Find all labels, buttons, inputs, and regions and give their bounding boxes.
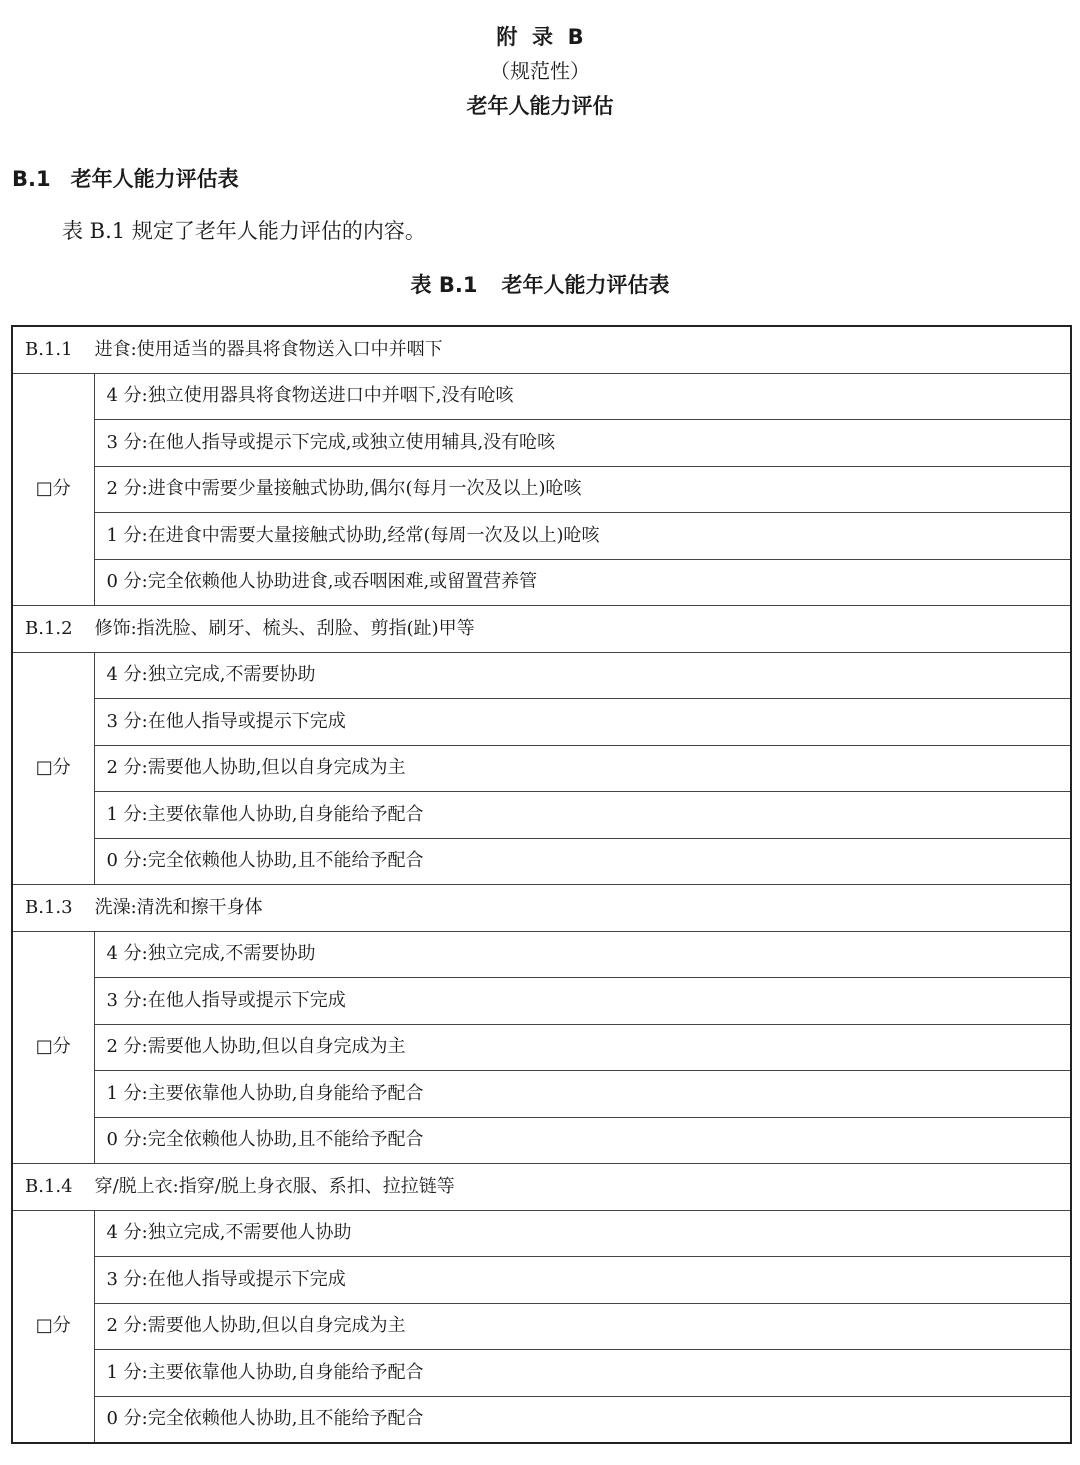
section-heading xyxy=(12,164,239,194)
item-header-row xyxy=(12,606,1071,653)
level-row xyxy=(12,466,1071,513)
level-row xyxy=(12,513,1071,560)
level-row xyxy=(12,1071,1071,1118)
assessment-table xyxy=(11,325,1072,1444)
level-row xyxy=(12,978,1071,1025)
level-option: 0 分:完全依赖他人协助,且不能给予配合 xyxy=(94,1117,1071,1164)
item-header xyxy=(12,326,1071,373)
level-option: 1 分:主要依靠他人协助,自身能给予配合 xyxy=(94,1071,1071,1118)
score-box[interactable]: □分 xyxy=(12,652,94,885)
level-option: 1 分:主要依靠他人协助,自身能给予配合 xyxy=(94,1350,1071,1397)
level-option: 3 分:在他人指导或提示下完成 xyxy=(94,699,1071,746)
level-row xyxy=(12,1024,1071,1071)
level-row xyxy=(12,1117,1071,1164)
level-option: 2 分:进食中需要少量接触式协助,偶尔(每月一次及以上)呛咳 xyxy=(94,466,1071,513)
level-row xyxy=(12,373,1071,420)
item-title: 修饰:指洗脸、刷牙、梳头、刮脸、剪指(趾)甲等 xyxy=(94,617,475,639)
level-option: 4 分:独立完成,不需要协助 xyxy=(94,931,1071,978)
appendix-nature: （规范性） xyxy=(490,59,590,83)
level-option: 2 分:需要他人协助,但以自身完成为主 xyxy=(94,1024,1071,1071)
level-option: 2 分:需要他人协助,但以自身完成为主 xyxy=(94,745,1071,792)
level-option: 3 分:在他人指导或提示下完成,或独立使用辅具,没有呛咳 xyxy=(94,420,1071,467)
level-option: 0 分:完全依赖他人协助,且不能给予配合 xyxy=(94,1396,1071,1443)
level-option: 0 分:完全依赖他人协助进食,或吞咽困难,或留置营养管 xyxy=(94,559,1071,606)
item-code: B.1.1 xyxy=(25,338,73,360)
level-row xyxy=(12,1303,1071,1350)
level-option: 2 分:需要他人协助,但以自身完成为主 xyxy=(94,1303,1071,1350)
score-box[interactable]: □分 xyxy=(12,1210,94,1443)
level-row xyxy=(12,559,1071,606)
item-title: 进食:使用适当的器具将食物送入口中并咽下 xyxy=(94,338,443,360)
level-option: 3 分:在他人指导或提示下完成 xyxy=(94,1257,1071,1304)
item-header xyxy=(12,606,1071,653)
table-caption-title: 老年人能力评估表 xyxy=(501,273,670,297)
level-row xyxy=(12,1210,1071,1257)
appendix-name: 老年人能力评估 xyxy=(466,94,614,118)
table-caption-number: 表 B.1 xyxy=(410,273,478,297)
level-option: 4 分:独立完成,不需要他人协助 xyxy=(94,1210,1071,1257)
item-header xyxy=(12,885,1071,932)
item-title: 穿/脱上衣:指穿/脱上身衣服、系扣、拉拉链等 xyxy=(94,1175,455,1197)
intro-paragraph: 表 B.1 规定了老年人能力评估的内容。 xyxy=(62,219,426,243)
item-code: B.1.4 xyxy=(25,1175,73,1197)
item-code: B.1.3 xyxy=(25,896,73,918)
table-caption xyxy=(0,270,1080,300)
level-row xyxy=(12,1396,1071,1443)
level-option: 0 分:完全依赖他人协助,且不能给予配合 xyxy=(94,838,1071,885)
item-title: 洗澡:清洗和擦干身体 xyxy=(94,896,263,918)
level-row xyxy=(12,931,1071,978)
score-box[interactable]: □分 xyxy=(12,931,94,1164)
item-header-row xyxy=(12,326,1071,373)
appendix-label: 附 录 B xyxy=(496,25,584,49)
item-header-row xyxy=(12,1164,1071,1211)
section-number: B.1 xyxy=(12,167,51,191)
level-option: 4 分:独立完成,不需要协助 xyxy=(94,652,1071,699)
item-code: B.1.2 xyxy=(25,617,73,639)
level-row xyxy=(12,1257,1071,1304)
level-row xyxy=(12,420,1071,467)
level-row xyxy=(12,745,1071,792)
level-option: 4 分:独立使用器具将食物送进口中并咽下,没有呛咳 xyxy=(94,373,1071,420)
level-row xyxy=(12,838,1071,885)
level-option: 3 分:在他人指导或提示下完成 xyxy=(94,978,1071,1025)
item-header-row xyxy=(12,885,1071,932)
level-row xyxy=(12,652,1071,699)
score-box[interactable]: □分 xyxy=(12,373,94,606)
level-option: 1 分:主要依靠他人协助,自身能给予配合 xyxy=(94,792,1071,839)
level-row xyxy=(12,1350,1071,1397)
level-row xyxy=(12,699,1071,746)
level-row xyxy=(12,792,1071,839)
level-option: 1 分:在进食中需要大量接触式协助,经常(每周一次及以上)呛咳 xyxy=(94,513,1071,560)
item-header xyxy=(12,1164,1071,1211)
section-title: 老年人能力评估表 xyxy=(70,167,239,191)
